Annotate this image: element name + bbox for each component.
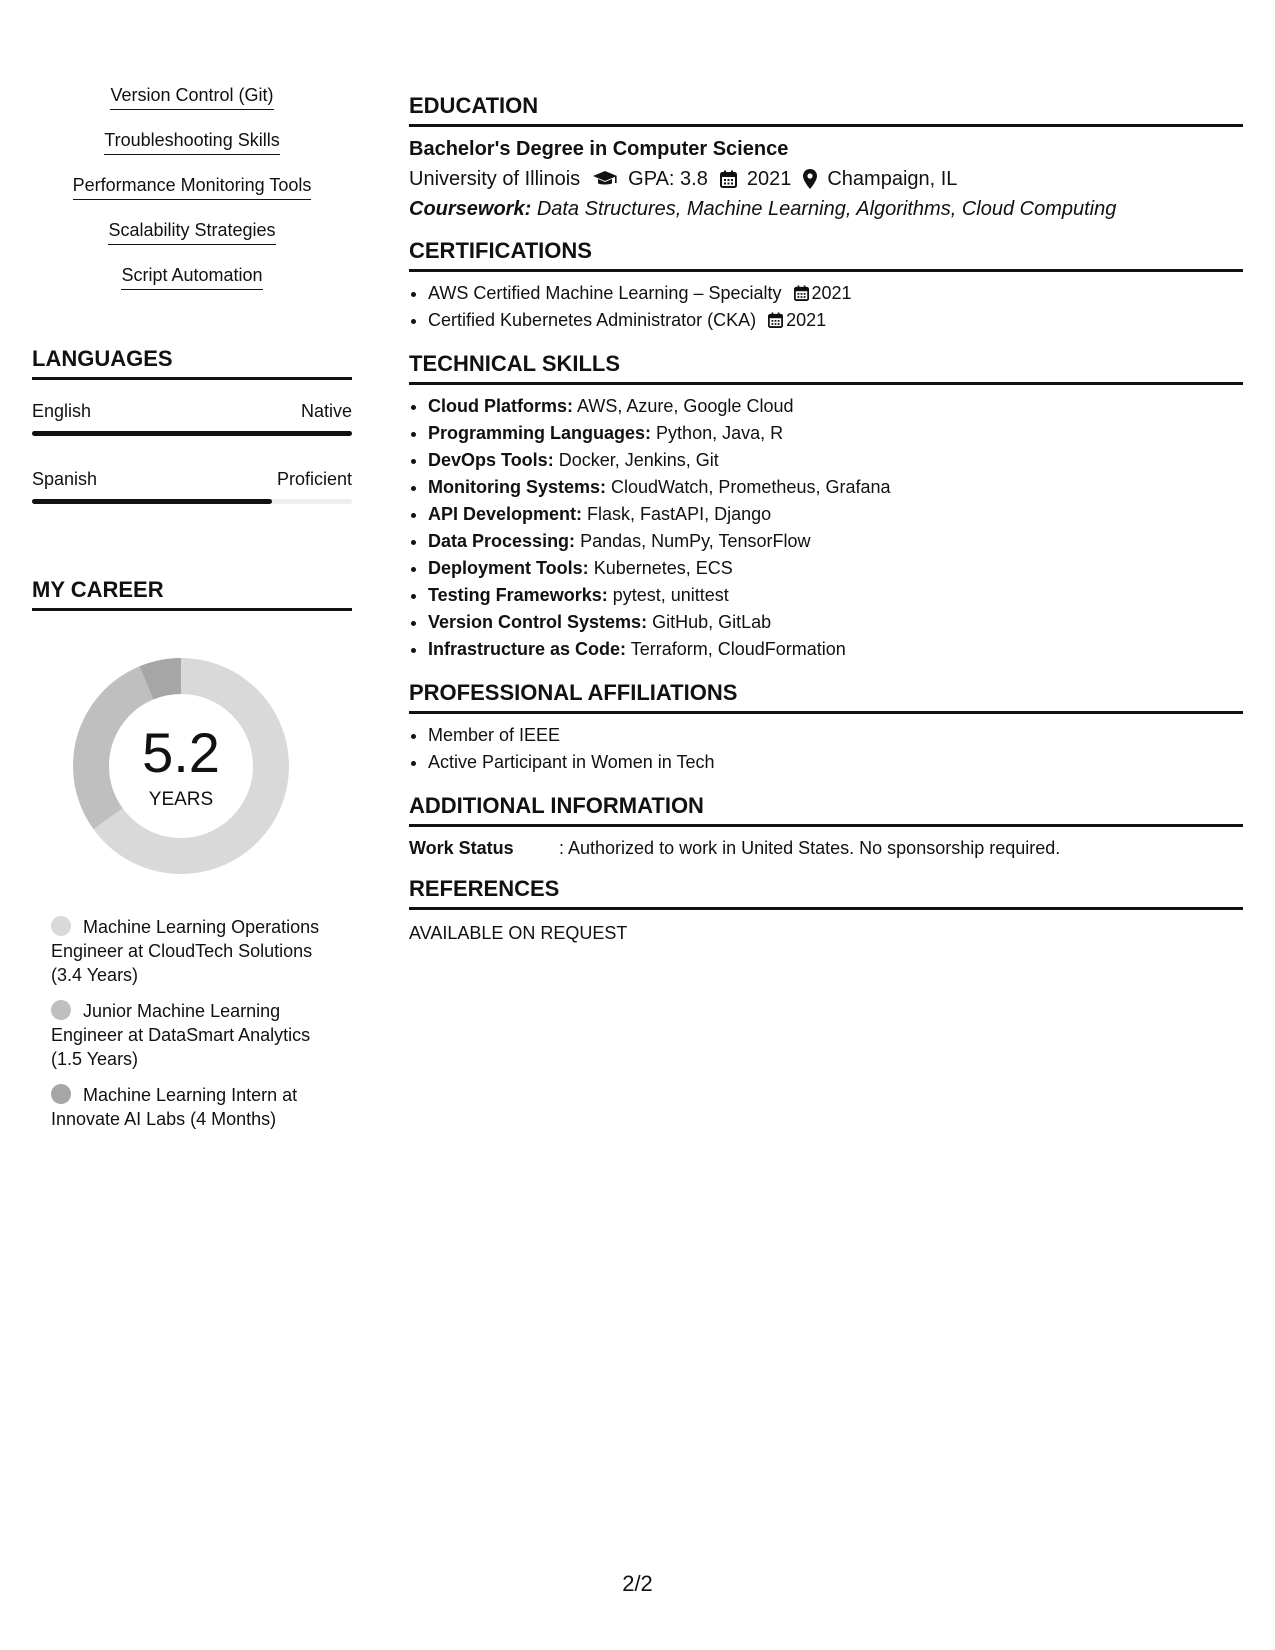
skill-label: Version Control (Git) (110, 84, 273, 110)
tech-skill-item (428, 582, 1243, 609)
tech-skill-label: Cloud Platforms: (428, 396, 574, 416)
affiliation-item: • Active Participant in Women in Tech (428, 749, 1243, 776)
tech-skill-item (428, 420, 1243, 447)
tech-skill-label: Monitoring Systems: (428, 477, 607, 497)
left-column (32, 84, 352, 1143)
technical-skills-list (409, 393, 1243, 663)
tech-skill-label: Infrastructure as Code: (428, 639, 627, 659)
certification-name: Certified Kubernetes Administrator (CKA) (428, 310, 757, 330)
affiliations-title: PROFESSIONAL AFFILIATIONS (409, 680, 1243, 714)
language-level: Native (300, 401, 352, 421)
career-legend-item (51, 999, 341, 1071)
certification-name: AWS Certified Machine Learning – Specialty (428, 283, 782, 303)
tech-skill-item (428, 501, 1243, 528)
education-coursework (409, 197, 1243, 221)
skill-item (32, 174, 352, 219)
map-pin-icon (803, 169, 817, 189)
tech-skill-item (428, 447, 1243, 474)
tech-skill-value: Flask, FastAPI, Django (587, 504, 772, 524)
tech-skill-label: API Development: (428, 504, 583, 524)
education-school: University of Illinois (409, 168, 581, 190)
tech-skill-value: AWS, Azure, Google Cloud (577, 396, 794, 416)
coursework-label: Coursework: (409, 198, 532, 220)
education-degree: Bachelor's Degree in Computer Science (409, 138, 789, 160)
affiliation-item: • Member of IEEE (428, 722, 1243, 749)
calendar-icon (768, 312, 783, 328)
career-job-label: Machine Learning Intern at Innovate AI Labs (4 Months) (51, 1085, 298, 1129)
skill-label: Troubleshooting Skills (104, 129, 279, 155)
coursework-value: Data Structures, Machine Learning, Algorithms, Cloud Computing (536, 198, 1117, 220)
skill-label: Script Automation (121, 264, 262, 290)
donut-center (66, 651, 296, 881)
tech-skill-item (428, 474, 1243, 501)
affiliations-list (409, 722, 1243, 776)
skill-label: Scalability Strategies (108, 219, 275, 245)
career-legend-item (51, 1083, 341, 1131)
tech-skill-value: GitHub, GitLab (652, 612, 772, 632)
graduation-cap-icon (592, 170, 618, 188)
language-bar-fill (32, 499, 272, 504)
language-name: English (32, 401, 92, 421)
legend-dot (51, 916, 71, 936)
career-title: MY CAREER (32, 577, 352, 611)
tech-skill-item (428, 528, 1243, 555)
tech-skill-value: Python, Java, R (656, 423, 784, 443)
education-year: 2021 (746, 168, 792, 190)
skill-item (32, 129, 352, 174)
tech-skill-label: Deployment Tools: (428, 558, 589, 578)
education-title: EDUCATION (409, 93, 1243, 127)
legend-dot (51, 1084, 71, 1104)
references-text: AVAILABLE ON REQUEST (409, 923, 628, 943)
tech-skill-label: DevOps Tools: (428, 450, 554, 470)
tech-skill-value: Kubernetes, ECS (593, 558, 733, 578)
skill-list (32, 84, 352, 309)
tech-skill-value: CloudWatch, Prometheus, Grafana (611, 477, 891, 497)
career-legend-item (51, 915, 341, 987)
calendar-icon (794, 285, 809, 301)
language-bar (32, 431, 352, 436)
language-name: Spanish (32, 469, 98, 489)
references-title: REFERENCES (409, 876, 1243, 910)
references-section (409, 876, 1243, 944)
calendar-icon (720, 170, 737, 188)
certifications-section (409, 238, 1243, 334)
language-row (32, 400, 352, 436)
languages-title: LANGUAGES (32, 346, 352, 380)
skill-item (32, 219, 352, 264)
career-total-years: 5.2 (142, 721, 220, 784)
certification-year: 2021 (786, 310, 827, 330)
tech-skill-value: Pandas, NumPy, TensorFlow (580, 531, 811, 551)
certification-item (428, 307, 1243, 334)
work-status-value: : Authorized to work in United States. No sponsorship required. (559, 838, 1061, 858)
tech-skill-item (428, 393, 1243, 420)
tech-skill-item (428, 555, 1243, 582)
language-bar-fill (32, 431, 352, 436)
work-status-key: Work Status (409, 838, 514, 858)
technical-skills-title: TECHNICAL SKILLS (409, 351, 1243, 385)
career-donut-chart (66, 651, 296, 881)
affiliations-section (409, 680, 1243, 776)
technical-skills-section (409, 351, 1243, 663)
additional-info-title: ADDITIONAL INFORMATION (409, 793, 1243, 827)
language-row (32, 468, 352, 504)
education-location: Champaign, IL (827, 168, 958, 190)
career-legend (32, 915, 341, 1131)
tech-skill-value: pytest, unittest (612, 585, 729, 605)
tech-skill-label: Programming Languages: (428, 423, 652, 443)
tech-skill-label: Testing Frameworks: (428, 585, 608, 605)
language-bar (32, 499, 352, 504)
career-job-label: Junior Machine Learning Engineer at DataSmart Analytics (1.5 Years) (51, 1001, 311, 1069)
tech-skill-label: Data Processing: (428, 531, 576, 551)
language-level: Proficient (276, 469, 352, 489)
education-details (409, 167, 1243, 191)
skill-item (32, 84, 352, 129)
tech-skill-value: Terraform, CloudFormation (630, 639, 846, 659)
additional-info-section (409, 793, 1243, 859)
right-column (409, 93, 1243, 944)
certification-year: 2021 (811, 283, 852, 303)
certifications-title: CERTIFICATIONS (409, 238, 1243, 272)
education-gpa: GPA: 3.8 (628, 168, 708, 190)
certification-item (428, 280, 1243, 307)
tech-skill-item (428, 636, 1243, 663)
education-section (409, 93, 1243, 221)
tech-skill-value: Docker, Jenkins, Git (558, 450, 719, 470)
legend-dot (51, 1000, 71, 1020)
career-total-unit: YEARS (148, 789, 214, 810)
work-status-row (409, 837, 1243, 859)
page-number: 2/2 (622, 1571, 653, 1596)
skill-label: Performance Monitoring Tools (73, 174, 312, 200)
tech-skill-item (428, 609, 1243, 636)
certifications-list (409, 280, 1243, 334)
skill-item (32, 264, 352, 309)
career-job-label: Machine Learning Operations Engineer at CloudTech Solutions (3.4 Years) (51, 917, 320, 985)
tech-skill-label: Version Control Systems: (428, 612, 648, 632)
